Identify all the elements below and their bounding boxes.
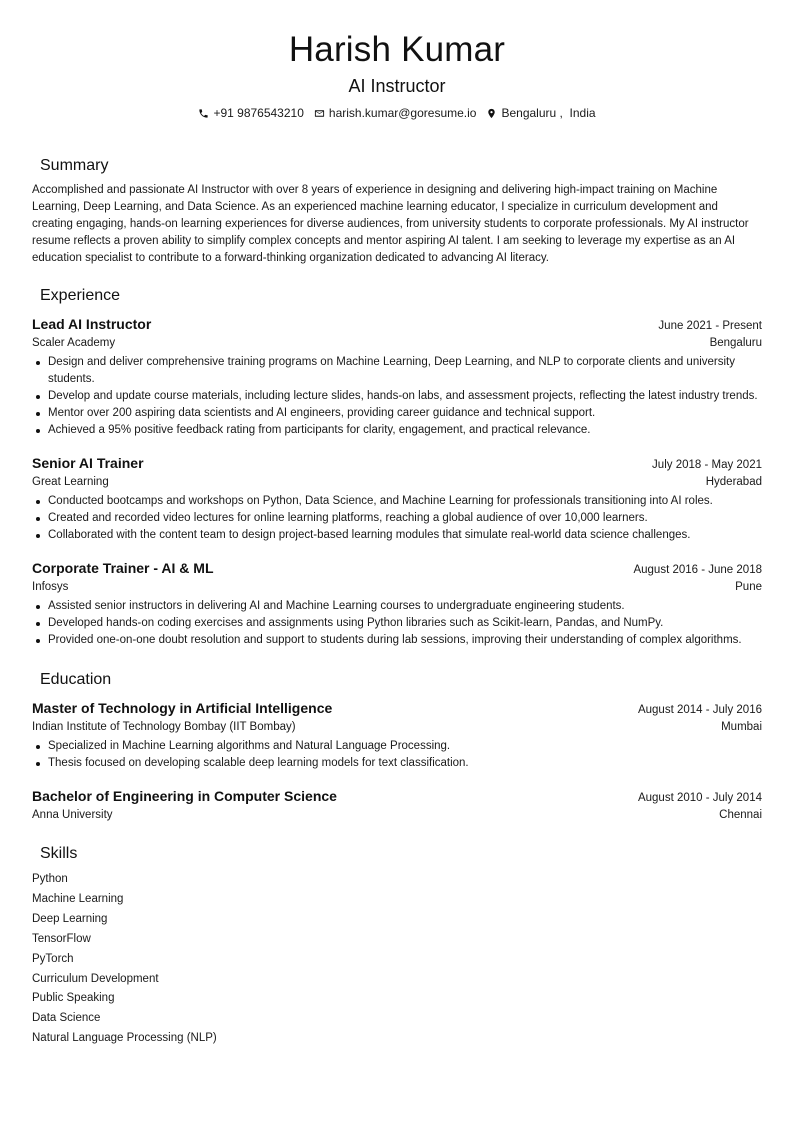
location-text: Bengaluru , India: [501, 106, 596, 120]
experience-entry: [32, 559, 762, 649]
education-section: [32, 670, 762, 824]
education-entry: [32, 699, 762, 772]
contact-location: [486, 105, 595, 121]
education-bullets: [32, 738, 762, 772]
school-name: Indian Institute of Technology Bombay (IIT Bombay): [32, 721, 296, 733]
experience-section: [32, 286, 762, 649]
bullet-item: Created and recorded video lectures for online learning platforms, reaching a global audience of over 10,000 learners.: [48, 510, 762, 527]
bullet-item: Design and deliver comprehensive training programs on Machine Learning, Deep Learning, and NLP to corporate clients and university students.: [48, 354, 762, 388]
skill-item: Machine Learning: [32, 892, 124, 905]
job-bullets: [32, 354, 762, 439]
bullet-item: Provided one-on-one doubt resolution and support to students during lab sessions, improving their understanding of complex algorithms.: [48, 632, 762, 649]
job-title: Senior AI Trainer: [32, 455, 144, 471]
skill-item: Natural Language Processing (NLP): [32, 1032, 217, 1045]
contact-email: [314, 105, 477, 121]
company-name: Infosys: [32, 581, 69, 593]
bullet-item: Thesis focused on developing scalable deep learning models for text classification.: [48, 755, 762, 772]
contact-phone: [198, 105, 303, 121]
skill-item: Python: [32, 873, 68, 885]
bullet-item: Conducted bootcamps and workshops on Python, Data Science, and Machine Learning for professionals transitioning into AI roles.: [48, 493, 762, 510]
education-dates: August 2014 - July 2016: [637, 704, 762, 716]
skill-item: Data Science: [32, 1012, 101, 1025]
bullet-item: Collaborated with the content team to design project-based learning modules that simulate real-world data science challenges.: [48, 527, 762, 544]
contact-bar: [32, 105, 762, 121]
summary-text: Accomplished and passionate AI Instructor with over 8 years of experience in designing and delivering high-impact training on Machine Learning, Deep Learning, and Data Science. As an experienced machine learning educator, I specialize in curriculum development and creating engaging, hands-on learning experiences for diverse audiences, from university students to corporate professionals. My AI instructor resume reflects a proven ability to simplify complex concepts and mentor aspiring AI talent. I am seeking to leverage my expertise as an AI education specialist to contribute to a forward-thinking organization dedicated to advancing AI literacy.: [32, 184, 749, 264]
school-location: Mumbai: [721, 721, 762, 733]
skills-list: [32, 870, 762, 1049]
experience-entry: [32, 315, 762, 439]
job-title: Lead AI Instructor: [32, 316, 152, 332]
company-name: Scaler Academy: [32, 337, 116, 349]
resume-header: [32, 30, 762, 121]
job-title: Corporate Trainer - AI & ML: [32, 560, 214, 576]
phone-text: +91 9876543210: [213, 106, 304, 120]
email-text: harish.kumar@goresume.io: [328, 106, 477, 120]
skill-item: Public Speaking: [32, 992, 115, 1005]
job-bullets: [32, 598, 762, 649]
job-location: Hyderabad: [705, 476, 762, 488]
job-dates: August 2016 - June 2018: [633, 564, 762, 576]
school-location: Chennai: [719, 809, 762, 821]
skill-item: Deep Learning: [32, 912, 108, 925]
bullet-item: Specialized in Machine Learning algorithms and Natural Language Processing.: [48, 738, 762, 755]
job-dates: July 2018 - May 2021: [652, 459, 762, 471]
school-name: Anna University: [32, 809, 113, 821]
company-name: Great Learning: [32, 476, 109, 488]
education-heading: Education: [40, 671, 112, 688]
mail-icon: [314, 108, 325, 119]
candidate-name: Harish Kumar: [288, 30, 506, 69]
skill-item: PyTorch: [32, 952, 74, 965]
education-entry: [32, 787, 762, 824]
degree-title: Bachelor of Engineering in Computer Science: [32, 788, 337, 804]
summary-heading: Summary: [40, 157, 109, 174]
location-pin-icon: [486, 108, 497, 119]
bullet-item: Mentor over 200 aspiring data scientists and AI engineers, providing career guidance and technical support.: [48, 405, 762, 422]
bullet-item: Developed hands-on coding exercises and assignments using Python libraries such as Scikit-learn, Pandas, and NumPy.: [48, 615, 762, 632]
phone-icon: [198, 108, 209, 119]
experience-heading: Experience: [40, 287, 121, 304]
experience-entry: [32, 454, 762, 544]
job-bullets: [32, 493, 762, 544]
bullet-item: Develop and update course materials, including lecture slides, hands-on labs, and assessment projects, reflecting the latest industry trends.: [48, 388, 762, 405]
degree-title: Master of Technology in Artificial Intelligence: [32, 700, 333, 716]
job-location: Bengaluru: [709, 337, 762, 349]
job-location: Pune: [735, 581, 762, 593]
bullet-item: Assisted senior instructors in delivering AI and Machine Learning courses to undergraduate engineering students.: [48, 598, 762, 615]
candidate-title: AI Instructor: [348, 76, 446, 96]
skill-item: Curriculum Development: [32, 972, 159, 985]
bullet-item: Achieved a 95% positive feedback rating from participants for clarity, engagement, and practical relevance.: [48, 422, 762, 439]
skills-heading: Skills: [40, 845, 78, 862]
skill-item: TensorFlow: [32, 932, 91, 945]
education-dates: August 2010 - July 2014: [637, 792, 762, 804]
job-dates: June 2021 - Present: [658, 320, 762, 332]
skills-section: [32, 844, 762, 1049]
summary-section: [32, 156, 762, 267]
